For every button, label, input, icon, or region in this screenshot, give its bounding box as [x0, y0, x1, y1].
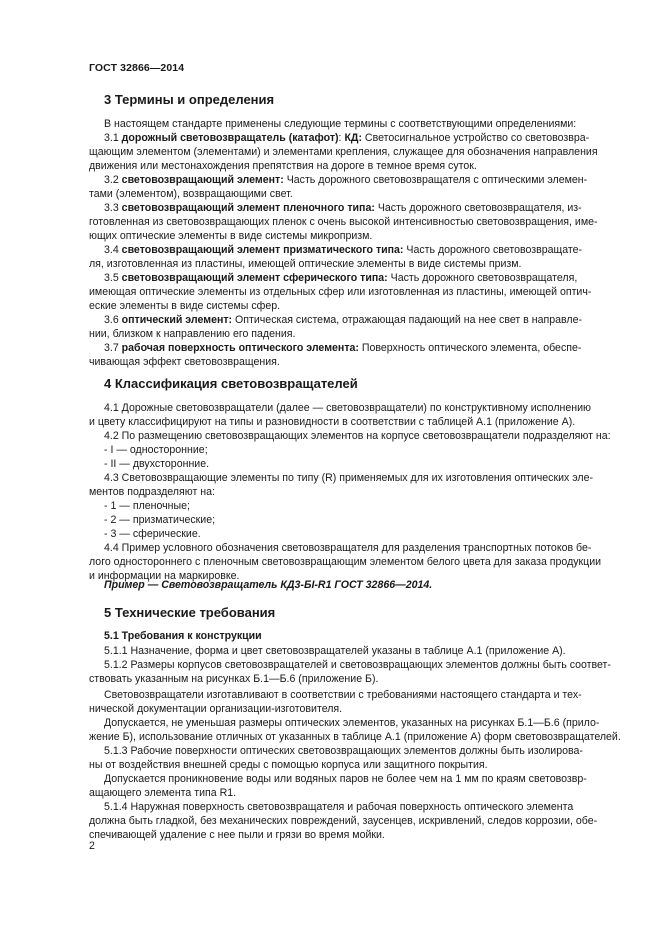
- term: световозвращающий элемент сферического типа:: [121, 272, 388, 284]
- text-line: [104, 201, 582, 215]
- text-run: - 1 — пленочные;: [104, 500, 190, 512]
- text-run: - II — двухсторонние.: [104, 458, 210, 470]
- text-line: [104, 173, 587, 187]
- text-run: Светосигнальное устройство со световозвра-: [361, 132, 590, 144]
- text-line: [104, 313, 582, 327]
- text-run: готовленная из световозвращающих пленок с очень высокой интенсивностью световозвращения, име-: [89, 216, 598, 228]
- text-line: [89, 187, 293, 201]
- text-line: [89, 145, 598, 159]
- section-5-1-subtitle: 5.1 Требования к конструкции: [104, 630, 262, 642]
- text-line: [104, 457, 209, 471]
- term: рабочая поверхность оптического элемента:: [121, 342, 359, 354]
- text-line: [89, 828, 385, 842]
- section-4-title: 4 Классификация световозвращателей: [104, 376, 358, 391]
- text-run: нической документации организации-изготовителя.: [89, 703, 343, 715]
- text-line: [89, 672, 378, 686]
- text-line: [104, 243, 582, 257]
- text-run: 3.7: [104, 342, 122, 354]
- text-run: ментов подразделяют на:: [89, 486, 215, 498]
- text-run: 4.2 По размещению световозвращающих элементов на корпусе световозвращатели подразделяют на:: [104, 430, 611, 442]
- text-line: [104, 429, 611, 443]
- text-line: [89, 229, 372, 243]
- text-line: [104, 527, 201, 541]
- text-run: щающим элементом (элементами) и элементами крепления, служащее для обозначения направления: [89, 146, 598, 158]
- text-run: лого одностороннего с пленочным световозвращающим элементом белого цвета для заказа продукции: [89, 556, 602, 568]
- text-line: [104, 744, 583, 758]
- term: КД:: [344, 132, 362, 144]
- text-line: [89, 285, 591, 299]
- text-run: В настоящем стандарте применены следующие термины с соответствующими определениями:: [104, 118, 577, 130]
- text-line: [104, 772, 587, 786]
- text-line: [104, 644, 566, 658]
- text-run: ствовать указанным на рисунках Б.1—Б.6 (приложение Б).: [89, 673, 379, 685]
- text-line: [89, 485, 215, 499]
- text-run: еские элементы в виде системы сфер.: [89, 300, 281, 312]
- text-run: 3.1: [104, 132, 122, 144]
- text-run: 3.2: [104, 174, 122, 186]
- text-run: ющих оптические элементы в виде системы микропризм.: [89, 230, 373, 242]
- text-line: [89, 257, 521, 271]
- text-run: жение Б), использование отличных от указанных в таблице А.1 (приложение А) форм световозвращателей.: [89, 731, 621, 743]
- text-line: [104, 341, 581, 355]
- text-run: чивающая эффект световозвращения.: [89, 356, 280, 368]
- text-run: нии, близком к направлению его падения.: [89, 328, 296, 340]
- text-run: :: [338, 132, 345, 144]
- text-run: Световозвращатели изготавливают в соответствии с требованиями настоящего стандарта и тех-: [104, 689, 582, 701]
- text-run: и цвету классифицируют на типы и разновидности в соответствии с таблицей А.1 (приложение А).: [89, 416, 576, 428]
- text-line: [89, 299, 280, 313]
- text-run: 4.3 Световозвращающие элементы по типу (R) применяемых для их изготовления оптических эле-: [104, 472, 594, 484]
- term: дорожный световозвращатель (катафот): [121, 132, 339, 144]
- text-line: [89, 555, 601, 569]
- text-line: [104, 688, 582, 702]
- text-run: ны от воздействия внешней среды с помощью корпуса или защитного покрытия.: [89, 759, 488, 771]
- text-run: должна быть гладкой, без механических повреждений, заусенцев, искривлений, следов коррозии, обе-: [89, 815, 598, 827]
- text-run: имеющая оптические элементы из отдельных сфер или изготовленная из пластины, имеющей оптич-: [89, 286, 592, 298]
- text-run: ля, изготовленная из пластины, имеющей оптические элементы в виде системы призм.: [89, 258, 522, 270]
- text-run: Оптическая система, отражающая падающий на нее свет в направле-: [232, 314, 582, 326]
- term: световозвращающий элемент пленочного типа:: [121, 202, 375, 214]
- text-line: [104, 513, 215, 527]
- text-run: тами (элементом), возвращающими свет.: [89, 188, 293, 200]
- section-3-title: 3 Термины и определения: [104, 92, 275, 107]
- section-5-title: 5 Технические требования: [104, 605, 276, 620]
- text-line: [89, 159, 477, 173]
- text-line: [89, 327, 295, 341]
- text-run: 5.1.4 Наружная поверхность световозвращателя и рабочая поверхность оптического элемента: [104, 801, 574, 813]
- text-line: [89, 758, 488, 772]
- text-line: [89, 730, 621, 744]
- text-line: [89, 415, 575, 429]
- text-run: - 3 — сферические.: [104, 528, 201, 540]
- text-run: Часть дорожного световозвращателя с оптическими элемен-: [283, 174, 588, 186]
- text-line: [104, 658, 611, 672]
- text-run: - I — односторонние;: [104, 444, 208, 456]
- text-run: Допускается проникновение воды или водяных паров не более чем на 1 мм по краям световозвр-: [104, 773, 587, 785]
- text-run: 5.1.3 Рабочие поверхности оптических световозвращающих элементов должны быть изолирова-: [104, 745, 583, 757]
- text-line: [89, 215, 598, 229]
- text-run: 3.5: [104, 272, 122, 284]
- text-run: 3.3: [104, 202, 122, 214]
- term: световозвращающий элемент:: [121, 174, 284, 186]
- text-line: [89, 702, 342, 716]
- text-run: и информации на маркировке.: [89, 570, 240, 582]
- text-run: Допускается, не уменьшая размеры оптических элементов, указанных на рисунках Б.1—Б.6 (прило-: [104, 717, 600, 729]
- text-run: ащающего элемента типа R1.: [89, 787, 237, 799]
- term: оптический элемент:: [121, 314, 233, 326]
- text-line: [104, 800, 573, 814]
- text-run: 4.1 Дорожные световозвращатели (далее — световозвращатели) по конструктивному исполнению: [104, 402, 591, 414]
- text-run: Часть дорожного световозвращате-: [403, 244, 583, 256]
- text-run: 4.4 Пример условного обозначения световозвращателя для разделения транспортных потоков бе-: [104, 542, 592, 554]
- text-line: [104, 499, 190, 513]
- text-line: [104, 271, 577, 285]
- text-run: 5.1.1 Назначение, форма и цвет световозвращателей указаны в таблице А.1 (приложение А).: [104, 645, 566, 657]
- text-run: 3.4: [104, 244, 122, 256]
- term: световозвращающий элемент призматического типа:: [121, 244, 404, 256]
- text-line: [104, 541, 591, 555]
- text-run: - 2 — призматические;: [104, 514, 216, 526]
- text-line: [89, 786, 236, 800]
- example-line: Пример — Световозвращатель КД3-БІ-R1 ГОСТ 32866—2014.: [104, 579, 433, 591]
- document-header: ГОСТ 32866—2014: [89, 62, 185, 74]
- text-run: 3.6: [104, 314, 122, 326]
- text-run: спечивающей удаление с нее пыли и грязи во время мойки.: [89, 829, 385, 841]
- text-line: [104, 131, 589, 145]
- text-line: [104, 471, 593, 485]
- text-run: Часть дорожного световозвращателя,: [387, 272, 578, 284]
- text-line: [104, 401, 591, 415]
- text-line: [89, 814, 597, 828]
- text-line: [104, 716, 599, 730]
- text-run: 5.1.2 Размеры корпусов световозвращателей и световозвращающих элементов должны быть соответ-: [104, 659, 611, 671]
- text-run: движения или местонахождения препятствия на дороге в темное время суток.: [89, 160, 477, 172]
- text-line: [89, 355, 280, 369]
- text-run: Поверхность оптического элемента, обеспе-: [358, 342, 582, 354]
- text-line: [104, 443, 208, 457]
- text-line: [104, 117, 576, 131]
- text-run: Часть дорожного световозвращателя, из-: [374, 202, 582, 214]
- page-number: 2: [89, 840, 95, 852]
